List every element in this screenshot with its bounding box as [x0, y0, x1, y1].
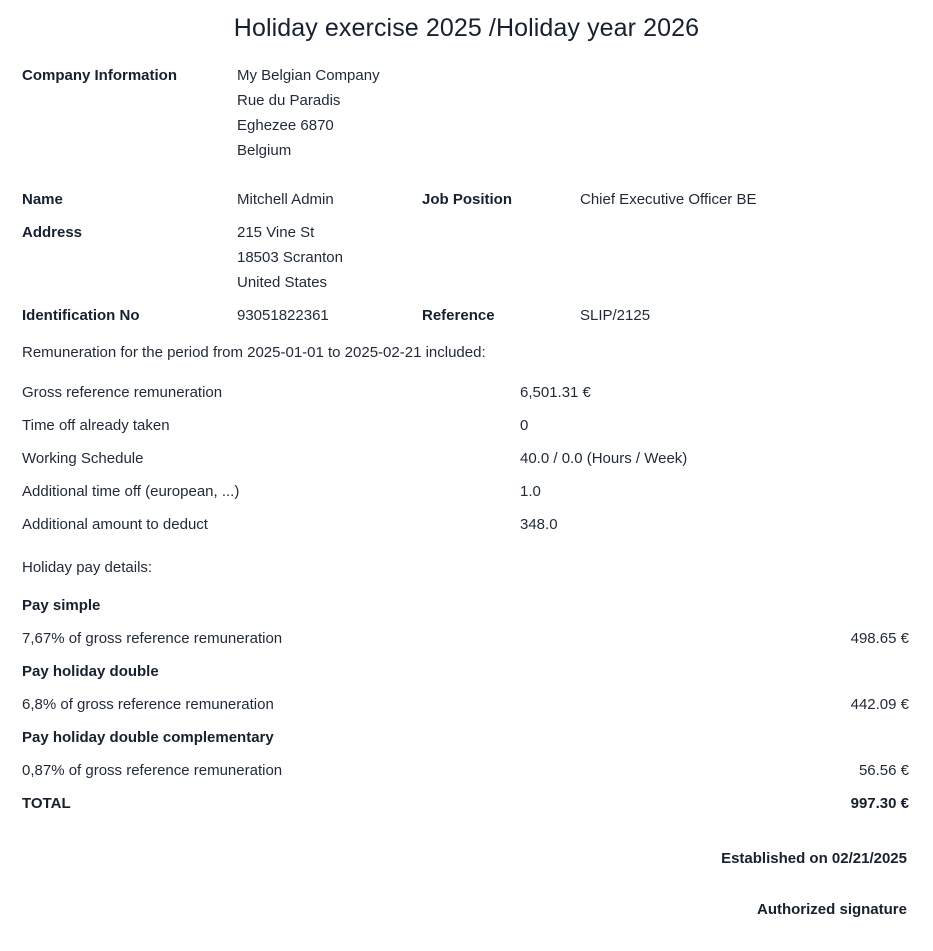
company-address-block [237, 63, 380, 163]
period-text: Remuneration for the period from 2025-01-01 to 2025-02-21 included: [22, 344, 486, 361]
address-line-2: 18503 Scranton [237, 249, 343, 266]
pay-section-row [22, 622, 909, 655]
summary-row [22, 442, 909, 475]
holiday-pay-details-label: Holiday pay details: [22, 559, 153, 576]
summary-row-label: Gross reference remuneration [22, 384, 223, 401]
pay-section-description: 6,8% of gross reference remuneration [22, 696, 274, 713]
summary-row-value: 348.0 [520, 516, 558, 533]
name-value: Mitchell Admin [237, 191, 334, 208]
summary-row-label: Working Schedule [22, 450, 144, 467]
holiday-pay-document [0, 14, 933, 951]
pay-details-table [22, 589, 909, 820]
address-label: Address [22, 224, 83, 241]
total-row [22, 787, 909, 820]
job-position-label: Job Position [422, 191, 512, 208]
summary-row-value: 0 [520, 417, 529, 434]
summary-row [22, 376, 909, 409]
company-address-line-2: Rue du Paradis [237, 92, 341, 109]
pay-section-heading: Pay holiday double complementary [22, 729, 274, 746]
name-label: Name [22, 191, 63, 208]
pay-section-amount: 498.65 € [850, 630, 909, 647]
job-position-value: Chief Executive Officer BE [580, 191, 757, 208]
pay-section-amount: 442.09 € [850, 696, 909, 713]
summary-row-value: 40.0 / 0.0 (Hours / Week) [520, 450, 688, 467]
pay-section-heading: Pay holiday double [22, 663, 159, 680]
address-line-3: United States [237, 274, 328, 291]
company-address-line-4: Belgium [237, 142, 292, 159]
pay-section-row [22, 688, 909, 721]
summary-row-label: Additional amount to deduct [22, 516, 208, 533]
pay-section-row [22, 754, 909, 787]
total-amount: 997.30 € [850, 795, 909, 812]
summary-row-value: 1.0 [520, 483, 541, 500]
page-title: Holiday exercise 2025 /Holiday year 2026 [233, 14, 700, 42]
company-address-line-3: Eghezee 6870 [237, 117, 334, 134]
pay-section-description: 7,67% of gross reference remuneration [22, 630, 283, 647]
total-label: TOTAL [22, 795, 71, 812]
summary-row-label: Additional time off (european, ...) [22, 483, 240, 500]
established-text: Established on 02/21/2025 [721, 850, 907, 867]
summary-row [22, 409, 909, 442]
summary-row [22, 475, 909, 508]
address-row [22, 220, 909, 295]
reference-label: Reference [422, 307, 495, 324]
address-line-1: 215 Vine St [237, 224, 315, 241]
summary-row [22, 508, 909, 541]
company-information-label: Company Information [22, 67, 178, 84]
identification-row [22, 303, 909, 328]
identification-label: Identification No [22, 307, 140, 324]
summary-row-label: Time off already taken [22, 417, 170, 434]
company-information-row [22, 63, 909, 163]
identification-value: 93051822361 [237, 307, 329, 324]
address-value [237, 220, 422, 295]
authorized-signature-label: Authorized signature [756, 901, 907, 918]
name-row [22, 187, 909, 212]
reference-value: SLIP/2125 [580, 307, 651, 324]
document-body [0, 63, 933, 918]
pay-section-heading: Pay simple [22, 597, 101, 614]
pay-section-description: 0,87% of gross reference remuneration [22, 762, 283, 779]
summary-row-value: 6,501.31 € [520, 384, 591, 401]
pay-section-amount: 56.56 € [858, 762, 909, 779]
company-address-line-1: My Belgian Company [237, 67, 380, 84]
summary-table [22, 376, 909, 541]
